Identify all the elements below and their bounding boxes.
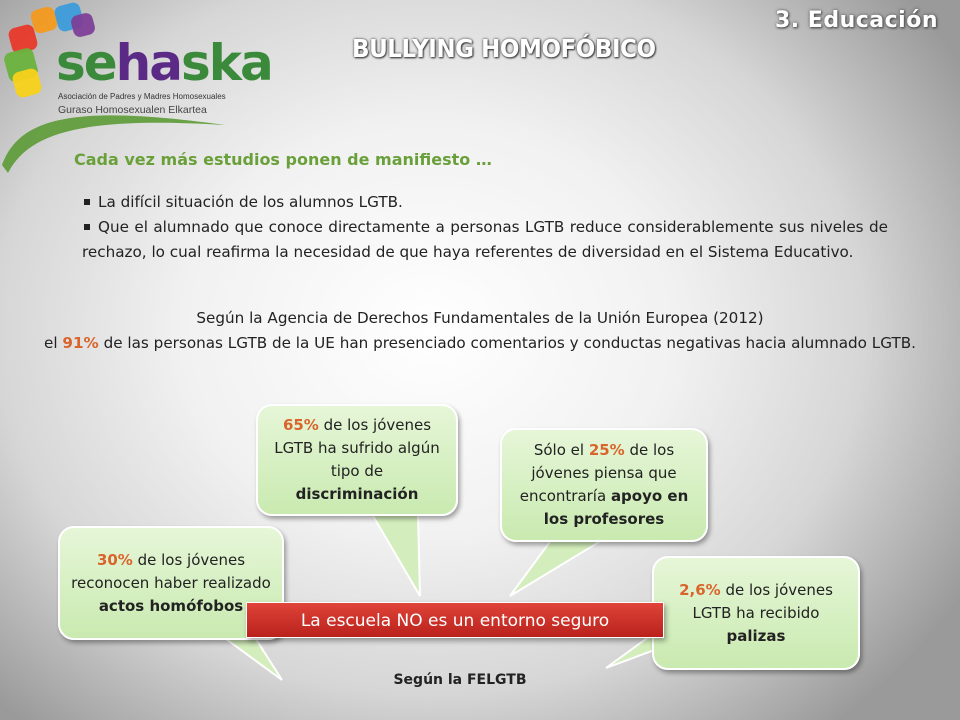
callout-discrimination: 65% de los jóvenes LGTB ha sufrido algún tipo de discriminación: [256, 404, 458, 516]
eu-study-finding: el 91% de las personas LGTB de la UE han presenciado comentarios y conductas negativas hacia alumnado LGTB.: [44, 334, 916, 352]
page-title: BULLYING HOMOFÓBICO: [352, 34, 656, 63]
callout-teacher-support: Sólo el 25% de los jóvenes piensa que encontraría apoyo en los profesores: [500, 428, 708, 542]
bullet-item: La difícil situación de los alumnos LGTB.: [82, 190, 888, 215]
callout-homophobic-acts: 30% de los jóvenes reconocen haber realizado actos homófobos: [58, 526, 284, 640]
logo-subtitle-eu: Guraso Homosexualen Elkartea: [58, 104, 207, 116]
tail-30: [222, 636, 282, 680]
intro-subtitle: Cada vez más estudios ponen de manifiesto …: [74, 150, 492, 169]
tail-65: [372, 514, 420, 596]
felgtb-source: Según la FELGTB: [393, 672, 527, 688]
tail-25: [510, 539, 604, 596]
callout-beatings: 2,6% de los jóvenes LGTB ha recibido palizas: [652, 556, 860, 670]
logo-subtitle-es: Asociación de Padres y Madres Homosexuales: [58, 92, 226, 101]
unsafe-school-banner: La escuela NO es un entorno seguro: [246, 602, 664, 638]
section-label: 3. Educación: [774, 8, 938, 33]
eu-study-source: Según la Agencia de Derechos Fundamentales de la Unión Europea (2012): [196, 309, 764, 327]
bullet-item: Que el alumnado que conoce directamente a personas LGTB reduce considerablemente sus niveles de rechazo, lo cual reafirma la necesidad de que haya referentes de diversidad en el Sistema Educativo.: [82, 218, 888, 261]
logo-wordmark: sehaska: [56, 34, 272, 92]
